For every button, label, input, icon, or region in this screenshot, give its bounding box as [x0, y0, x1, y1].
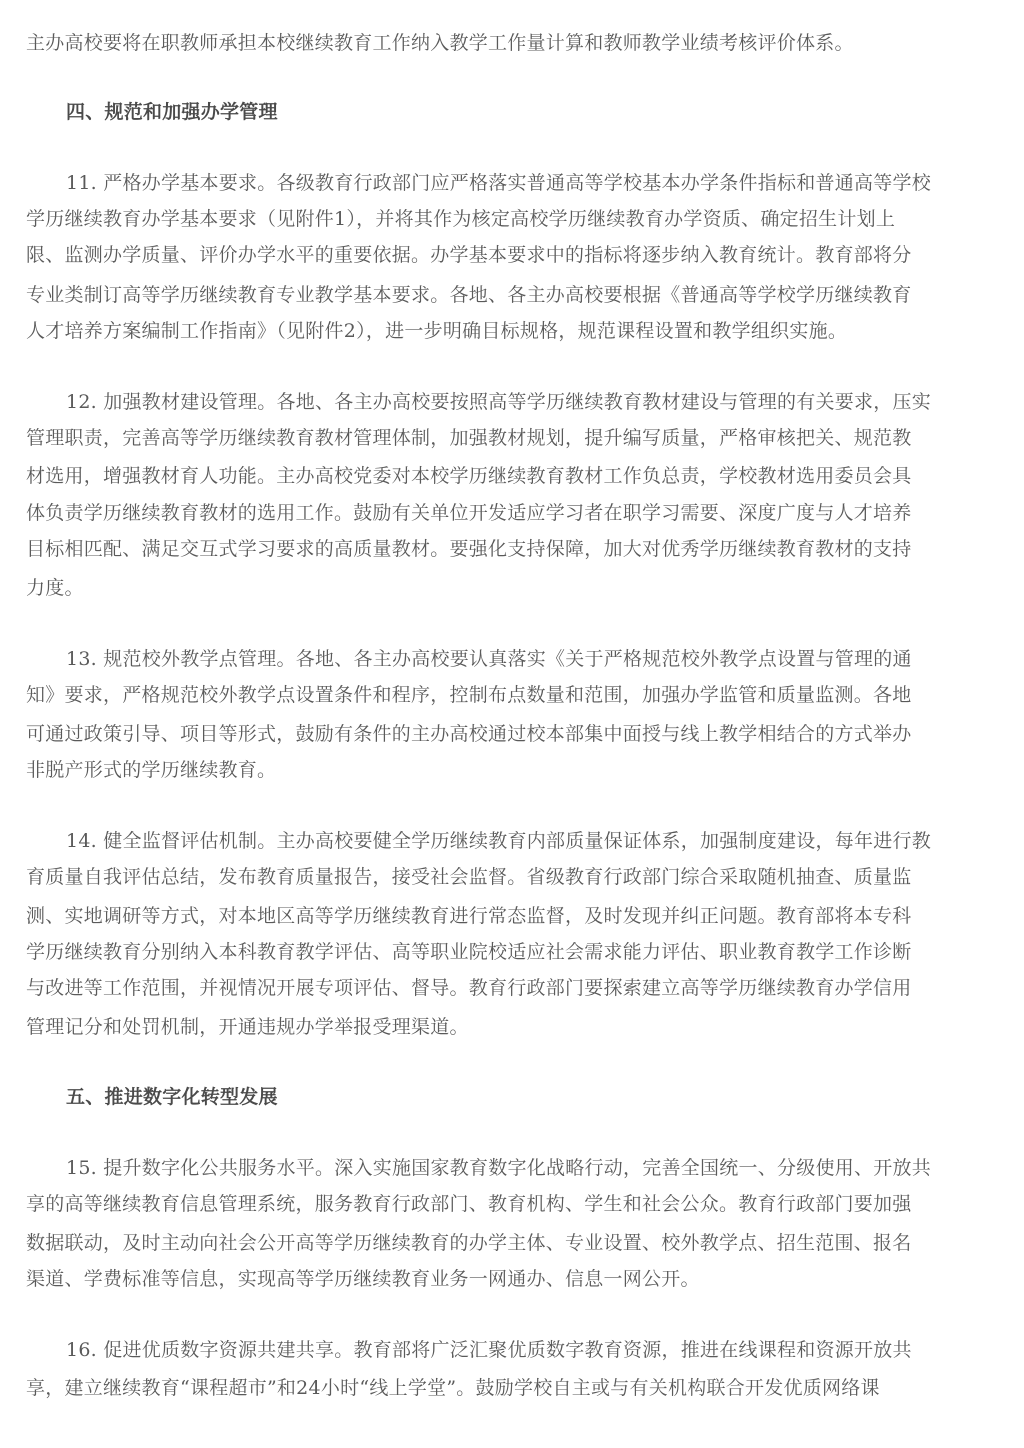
intro-line: 主办高校要将在职教师承担本校继续教育工作纳入教学工作量计算和教师教学业绩考核评价体系。	[26, 32, 854, 54]
paragraph-line: 力度。	[26, 577, 84, 599]
paragraph-line: 限、监测办学质量、评价办学水平的重要依据。办学基本要求中的指标将逐步纳入教育统计。教育部将分	[26, 244, 912, 266]
paragraph-line: 12. 加强教材建设管理。各地、各主办高校要按照高等学历继续教育教材建设与管理的有关要求，压实	[66, 391, 932, 413]
paragraph-line: 体负责学历继续教育教材的选用工作。鼓励有关单位开发适应学习者在职学习需要、深度广度与人才培养	[26, 502, 912, 524]
paragraph-line: 13. 规范校外教学点管理。各地、各主办高校要认真落实《关于严格规范校外教学点设置与管理的通	[66, 648, 912, 670]
paragraph-line: 15. 提升数字化公共服务水平。深入实施国家教育数字化战略行动，完善全国统一、分级使用、开放共	[66, 1157, 932, 1179]
paragraph-line: 14. 健全监督评估机制。主办高校要健全学历继续教育内部质量保证体系，加强制度建设，每年进行教	[66, 830, 932, 852]
paragraph-line: 管理职责，完善高等学历继续教育教材管理体制，加强教材规划，提升编写质量，严格审核把关、规范教	[26, 427, 912, 449]
paragraph-line: 非脱产形式的学历继续教育。	[26, 759, 277, 781]
paragraph-line: 11. 严格办学基本要求。各级教育行政部门应严格落实普通高等学校基本办学条件指标和普通高等学校	[66, 172, 932, 194]
paragraph-line: 专业类制订高等学历继续教育专业教学基本要求。各地、各主办高校要根据《普通高等学校学历继续教育	[26, 284, 912, 306]
paragraph-line: 学历继续教育办学基本要求（见附件1），并将其作为核定高校学历继续教育办学资质、确定招生计划上	[26, 208, 896, 230]
section-4-heading: 四、规范和加强办学管理	[66, 101, 278, 123]
paragraph-line: 与改进等工作范围，并视情况开展专项评估、督导。教育行政部门要探索建立高等学历继续教育办学信用	[26, 977, 912, 999]
paragraph-line: 育质量自我评估总结，发布教育质量报告，接受社会监督。省级教育行政部门综合采取随机抽查、质量监	[26, 866, 912, 888]
paragraph-line: 享，建立继续教育“课程超市”和24小时“线上学堂”。鼓励学校自主或与有关机构联合开发优质网络课	[26, 1377, 880, 1399]
paragraph-line: 数据联动，及时主动向社会公开高等学历继续教育的办学主体、专业设置、校外教学点、招生范围、报名	[26, 1232, 912, 1254]
paragraph-line: 材选用，增强教材育人功能。主办高校党委对本校学历继续教育教材工作负总责，学校教材选用委员会具	[26, 465, 912, 487]
paragraph-line: 16. 促进优质数字资源共建共享。教育部将广泛汇聚优质数字教育资源，推进在线课程和资源开放共	[66, 1339, 912, 1361]
paragraph-line: 渠道、学费标准等信息，实现高等学历继续教育业务一网通办、信息一网公开。	[26, 1268, 700, 1290]
paragraph-line: 可通过政策引导、项目等形式，鼓励有条件的主办高校通过校本部集中面授与线上教学相结合的方式举办	[26, 723, 912, 745]
paragraph-line: 享的高等继续教育信息管理系统，服务教育行政部门、教育机构、学生和社会公众。教育行政部门要加强	[26, 1193, 912, 1215]
section-5-heading: 五、推进数字化转型发展	[66, 1086, 278, 1108]
paragraph-line: 学历继续教育分别纳入本科教育教学评估、高等职业院校适应社会需求能力评估、职业教育教学工作诊断	[26, 941, 912, 963]
paragraph-line: 人才培养方案编制工作指南》（见附件2），进一步明确目标规格，规范课程设置和教学组织实施。	[26, 320, 848, 342]
paragraph-line: 测、实地调研等方式，对本地区高等学历继续教育进行常态监督，及时发现并纠正问题。教育部将本专科	[26, 905, 912, 927]
paragraph-line: 知》要求，严格规范校外教学点设置条件和程序，控制布点数量和范围，加强办学监管和质量监测。各地	[26, 684, 912, 706]
paragraph-line: 管理记分和处罚机制，开通违规办学举报受理渠道。	[26, 1016, 469, 1038]
paragraph-line: 目标相匹配、满足交互式学习要求的高质量教材。要强化支持保障，加大对优秀学历继续教育教材的支持	[26, 538, 912, 560]
